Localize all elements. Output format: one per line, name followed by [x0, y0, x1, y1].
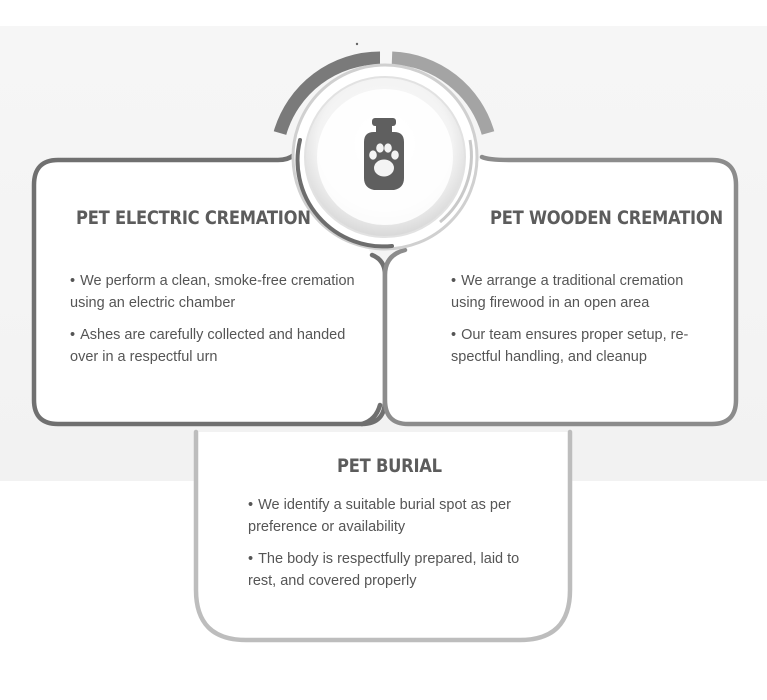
list-item: • Ashes are carefully collected and handed over in a respectful urn: [70, 324, 355, 368]
list-item: • We perform a clean, smoke-free cremation using an electric chamber: [70, 270, 355, 314]
list-item: • The body is respectfully prepared, laid to rest, and covered properly: [248, 548, 533, 592]
list-item: • We arrange a traditional cremation using firewood in an open area: [451, 270, 713, 314]
list-item: • We identify a suitable burial spot as per preference or availability: [248, 494, 533, 538]
wooden-title: PET WOODEN CREMATION: [490, 207, 723, 229]
electric-title: PET ELECTRIC CREMATION: [76, 207, 311, 229]
burial-bullet-list: [248, 494, 533, 602]
wooden-bullet-list: [451, 270, 713, 378]
burial-title: PET BURIAL: [337, 455, 442, 477]
electric-bullet-list: [70, 270, 355, 378]
list-item: • Our team ensures proper setup, re-spectful handling, and cleanup: [451, 324, 713, 368]
pet-urn-paw-icon: [356, 116, 412, 196]
